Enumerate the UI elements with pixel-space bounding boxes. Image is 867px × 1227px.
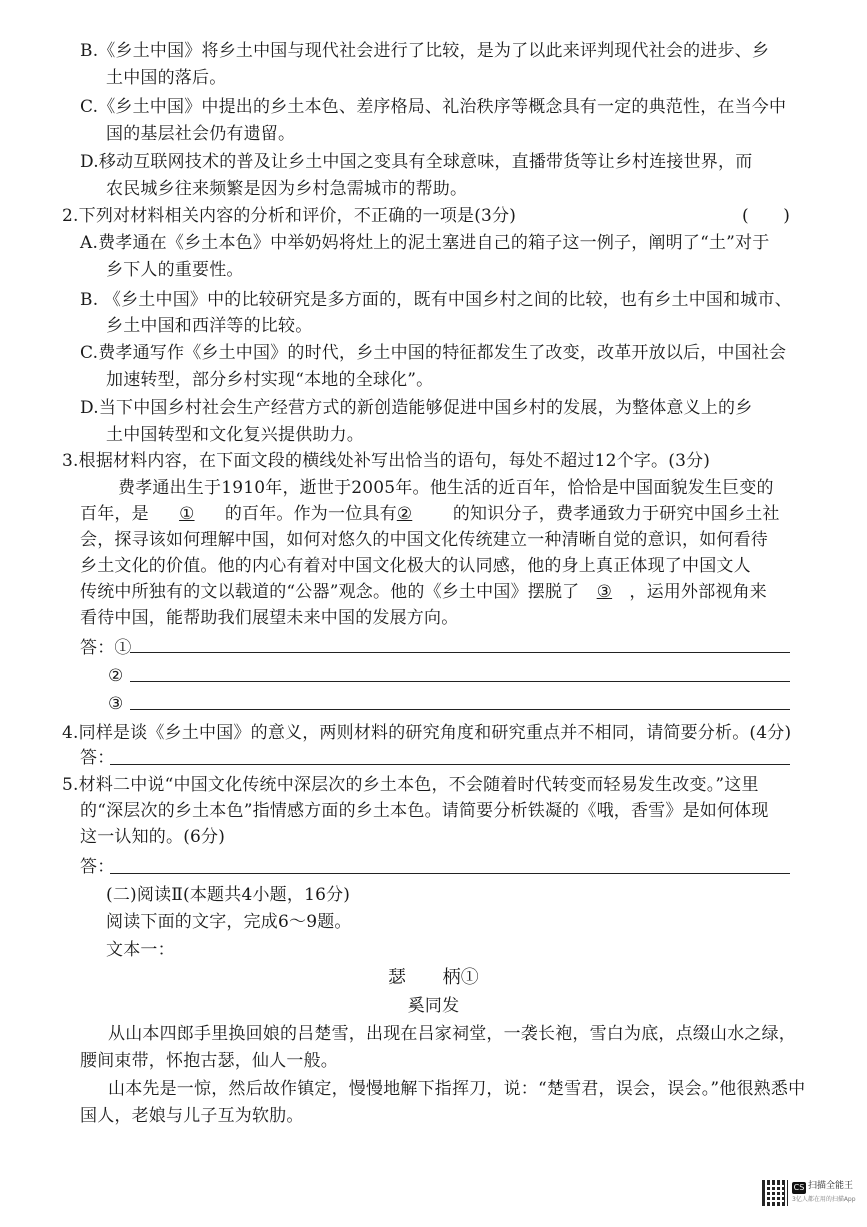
- q5-stem-line1: 5.材料二中说“中国文化传统中深层次的乡土本色，不会随着时代转变而轻易发生改变。”这里: [62, 775, 759, 795]
- q2-answer-paren: ( ): [742, 206, 791, 226]
- q5-stem-line2: 的“深层次的乡土本色”指情感方面的乡土本色。请简要分析铁凝的《哦，香雪》是如何体现: [80, 801, 769, 821]
- q3-passage-text: 的知识分子，费孝通致力于研究中国乡土社: [452, 504, 780, 524]
- q3-passage-line3: 会，探寻该如何理解中国，如何对悠久的中国文化传统建立一种清晰自觉的意识，如何看待: [80, 530, 768, 550]
- q2-option-a-line1: A.费孝通在《乡土本色》中举奶妈将灶上的泥土塞进自己的箱子这一例子，阐明了“土”对于: [80, 233, 770, 253]
- q1-option-b-line1: B.《乡土中国》将乡土中国与现代社会进行了比较，是为了以此来评判现代社会的进步、乡: [80, 41, 770, 61]
- q3-answer-line-2[interactable]: [130, 681, 790, 682]
- q3-passage-line6: 看待中国，能帮助我们展望未来中国的发展方向。: [80, 608, 459, 628]
- story-author: 奚同发: [407, 996, 460, 1016]
- q1-option-b-line2: 土中国的落后。: [106, 68, 227, 88]
- story-paragraph-2-line2: 国人，老娘与儿子互为软肋。: [80, 1106, 304, 1126]
- q4-stem: 4.同样是谈《乡土中国》的意义，两则材料的研究角度和研究重点并不相同，请简要分析。(4分): [62, 723, 792, 743]
- q5-answer-label: 答：: [80, 857, 115, 877]
- q1-option-c-line1: C.《乡土中国》中提出的乡土本色、差序格局、礼治秩序等概念具有一定的典范性，在当今中: [80, 97, 787, 117]
- q5-stem-line3: 这一认知的。(6分): [80, 827, 226, 847]
- story-paragraph-1-line2: 腰间束带，怀抱古瑟，仙人一般。: [80, 1051, 338, 1071]
- scanner-logo-subtext: 3亿人都在用的扫描App: [792, 1196, 856, 1203]
- q3-passage-text: ，运用外部视角来: [629, 582, 767, 602]
- q2-option-d-line2: 土中国转型和文化复兴提供助力。: [106, 425, 364, 445]
- q4-answer-line[interactable]: [110, 764, 790, 765]
- text-one-label: 文本一：: [106, 940, 175, 960]
- q4-answer-label: 答：: [80, 748, 115, 768]
- q3-answer-label-2: ②: [108, 666, 124, 686]
- q3-answer-label-3: ③: [108, 694, 124, 714]
- q3-blank-3[interactable]: ③: [596, 582, 613, 602]
- q3-stem: 3.根据材料内容，在下面文段的横线处补写出恰当的语句，每处不超过12个字。(3分): [62, 451, 711, 471]
- qr-code-pattern: [766, 1184, 784, 1202]
- q2-option-a-line2: 乡下人的重要性。: [106, 260, 244, 280]
- q1-option-c-line2: 国的基层社会仍有遗留。: [106, 124, 296, 144]
- q5-answer-line[interactable]: [110, 873, 790, 874]
- q3-blank-1[interactable]: ①: [179, 504, 195, 524]
- q2-option-b-line2: 乡土中国和西洋等的比较。: [106, 316, 313, 336]
- story-paragraph-1-line1: 从山本四郎手里换回娘的吕楚雪，出现在吕家祠堂，一袭长袍，雪白为底，点缀山水之绿，: [108, 1024, 796, 1044]
- q2-option-d-line1: D.当下中国乡村社会生产经营方式的新创造能够促进中国乡村的发展，为整体意义上的乡: [80, 398, 753, 418]
- q3-passage-line1: 费孝通出生于1910年，逝世于2005年。他生活的近百年，恰恰是中国面貌发生巨变的: [118, 478, 774, 498]
- q3-passage-line5: [80, 580, 767, 604]
- q1-option-d-line2: 农民城乡往来频繁是因为乡村急需城市的帮助。: [106, 179, 468, 199]
- story-title: 瑟 柄①: [388, 967, 479, 988]
- q3-passage-text: 的百年。作为一位具有: [224, 504, 397, 524]
- section-instruction: 阅读下面的文字，完成6～9题。: [106, 912, 352, 932]
- q2-option-c-line1: C.费孝通写作《乡土中国》的时代，乡土中国的特征都发生了改变，改革开放以后，中国社会: [80, 343, 787, 363]
- q3-passage-text: 传统中所独有的文以载道的“公器”观念。他的《乡土中国》摆脱了: [80, 582, 580, 602]
- scanner-logo-icon: CS: [793, 1183, 805, 1192]
- q2-option-b-line1: B. 《乡土中国》中的比较研究是多方面的，既有中国乡村之间的比较，也有乡土中国和城市、: [80, 290, 792, 310]
- q1-option-d-line1: D.移动互联网技术的普及让乡土中国之变具有全球意味，直播带货等让乡村连接世界，而: [80, 152, 753, 172]
- q3-answer-line-3[interactable]: [130, 709, 790, 710]
- q2-stem: 2.下列对材料相关内容的分析和评价，不正确的一项是(3分): [62, 206, 517, 226]
- q3-passage-line2: [80, 502, 780, 526]
- q3-passage-line4: 乡土文化的价值。他的内心有着对中国文化极大的认同感，他的身上真正体现了中国文人: [80, 556, 751, 576]
- q3-blank-2[interactable]: ②: [396, 504, 413, 524]
- story-paragraph-2-line1: 山本先是一惊，然后故作镇定，慢慢地解下指挥刀，说：“楚雪君，误会，误会。”他很熟悉中: [108, 1079, 806, 1099]
- scanner-logo-text: 扫描全能王: [808, 1181, 854, 1191]
- section-heading: (二)阅读Ⅱ(本题共4小题，16分): [106, 885, 351, 905]
- q3-answer-line-1[interactable]: [130, 652, 790, 653]
- q2-option-c-line2: 加速转型，部分乡村实现“本地的全球化”。: [106, 370, 434, 390]
- q3-answer-label-1: 答：①: [80, 638, 132, 658]
- q3-passage-text: 百年，是: [80, 504, 149, 524]
